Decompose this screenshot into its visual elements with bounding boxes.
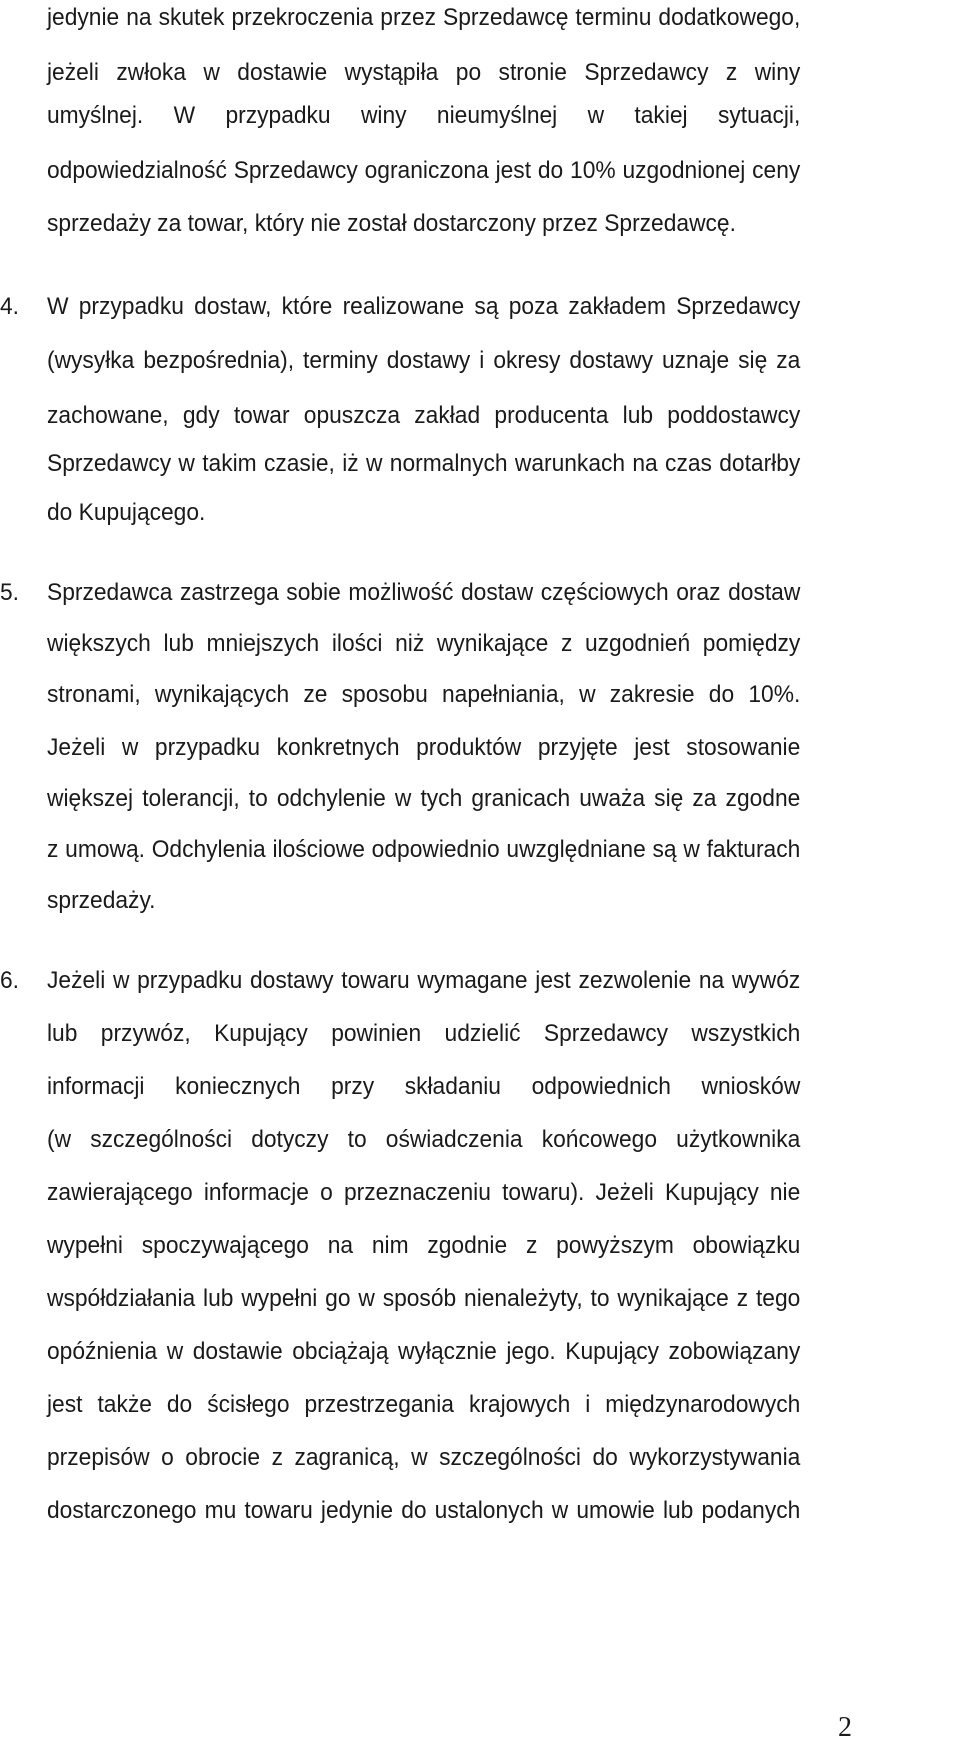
text-line: Sprzedawca zastrzega sobie możliwość dostaw częściowych oraz dostaw — [47, 579, 801, 606]
text-line: większej tolerancji, to odchylenie w tych granicach uważa się za zgodne — [47, 785, 801, 812]
text-line: odpowiedzialność Sprzedawcy ograniczona jest do 10% uzgodnionej ceny — [47, 157, 801, 184]
text-line: (w szczególności dotyczy to oświadczenia końcowego użytkownika — [47, 1126, 801, 1153]
text-line: lub przywóz, Kupujący powinien udzielić Sprzedawcy wszystkich — [47, 1020, 801, 1047]
text-line: z umową. Odchylenia ilościowe odpowiednio uwzględniane są w fakturach — [47, 836, 801, 863]
text-line: współdziałania lub wypełni go w sposób nienależyty, to wynikające z tego — [47, 1285, 801, 1312]
text-line: przepisów o obrocie z zagranicą, w szczególności do wykorzystywania — [47, 1444, 801, 1471]
clause-number: 4. — [0, 293, 20, 320]
text-line: (wysyłka bezpośrednia), terminy dostawy i okresy dostawy uznaje się za — [47, 347, 801, 374]
clause-number: 5. — [0, 579, 20, 606]
text-line: do Kupującego. — [47, 499, 206, 526]
text-line: opóźnienia w dostawie obciążają wyłącznie jego. Kupujący zobowiązany — [47, 1338, 801, 1365]
text-line: stronami, wynikających ze sposobu napełniania, w zakresie do 10%. — [47, 681, 801, 708]
text-line: Sprzedawcy w takim czasie, iż w normalnych warunkach na czas dotarłby — [47, 450, 801, 477]
text-line: większych lub mniejszych ilości niż wynikające z uzgodnień pomiędzy — [47, 630, 801, 657]
text-line: Jeżeli w przypadku konkretnych produktów przyjęte jest stosowanie — [47, 734, 801, 761]
text-line: sprzedaży. — [47, 887, 156, 914]
text-line: zachowane, gdy towar opuszcza zakład producenta lub poddostawcy — [47, 402, 801, 429]
text-line: jest także do ścisłego przestrzegania krajowych i międzynarodowych — [47, 1391, 801, 1418]
text-line: sprzedaży za towar, który nie został dostarczony przez Sprzedawcę. — [47, 210, 736, 237]
text-line: W przypadku dostaw, które realizowane są poza zakładem Sprzedawcy — [47, 293, 801, 320]
text-line: zawierającego informacje o przeznaczeniu towaru). Jeżeli Kupujący nie — [47, 1179, 801, 1206]
text-line: umyślnej. W przypadku winy nieumyślnej w takiej sytuacji, — [47, 102, 801, 129]
text-line: wypełni spoczywającego na nim zgodnie z powyższym obowiązku — [47, 1232, 801, 1259]
text-line: jedynie na skutek przekroczenia przez Sprzedawcę terminu dodatkowego, — [47, 4, 801, 31]
text-line: dostarczonego mu towaru jedynie do ustalonych w umowie lub podanych — [47, 1497, 801, 1524]
text-line: jeżeli zwłoka w dostawie wystąpiła po stronie Sprzedawcy z winy — [47, 59, 801, 86]
page-number: 2 — [838, 1712, 852, 1743]
clause-number: 6. — [0, 967, 20, 994]
text-line: informacji koniecznych przy składaniu odpowiednich wniosków — [47, 1073, 801, 1100]
text-line: Jeżeli w przypadku dostawy towaru wymagane jest zezwolenie na wywóz — [47, 967, 801, 994]
